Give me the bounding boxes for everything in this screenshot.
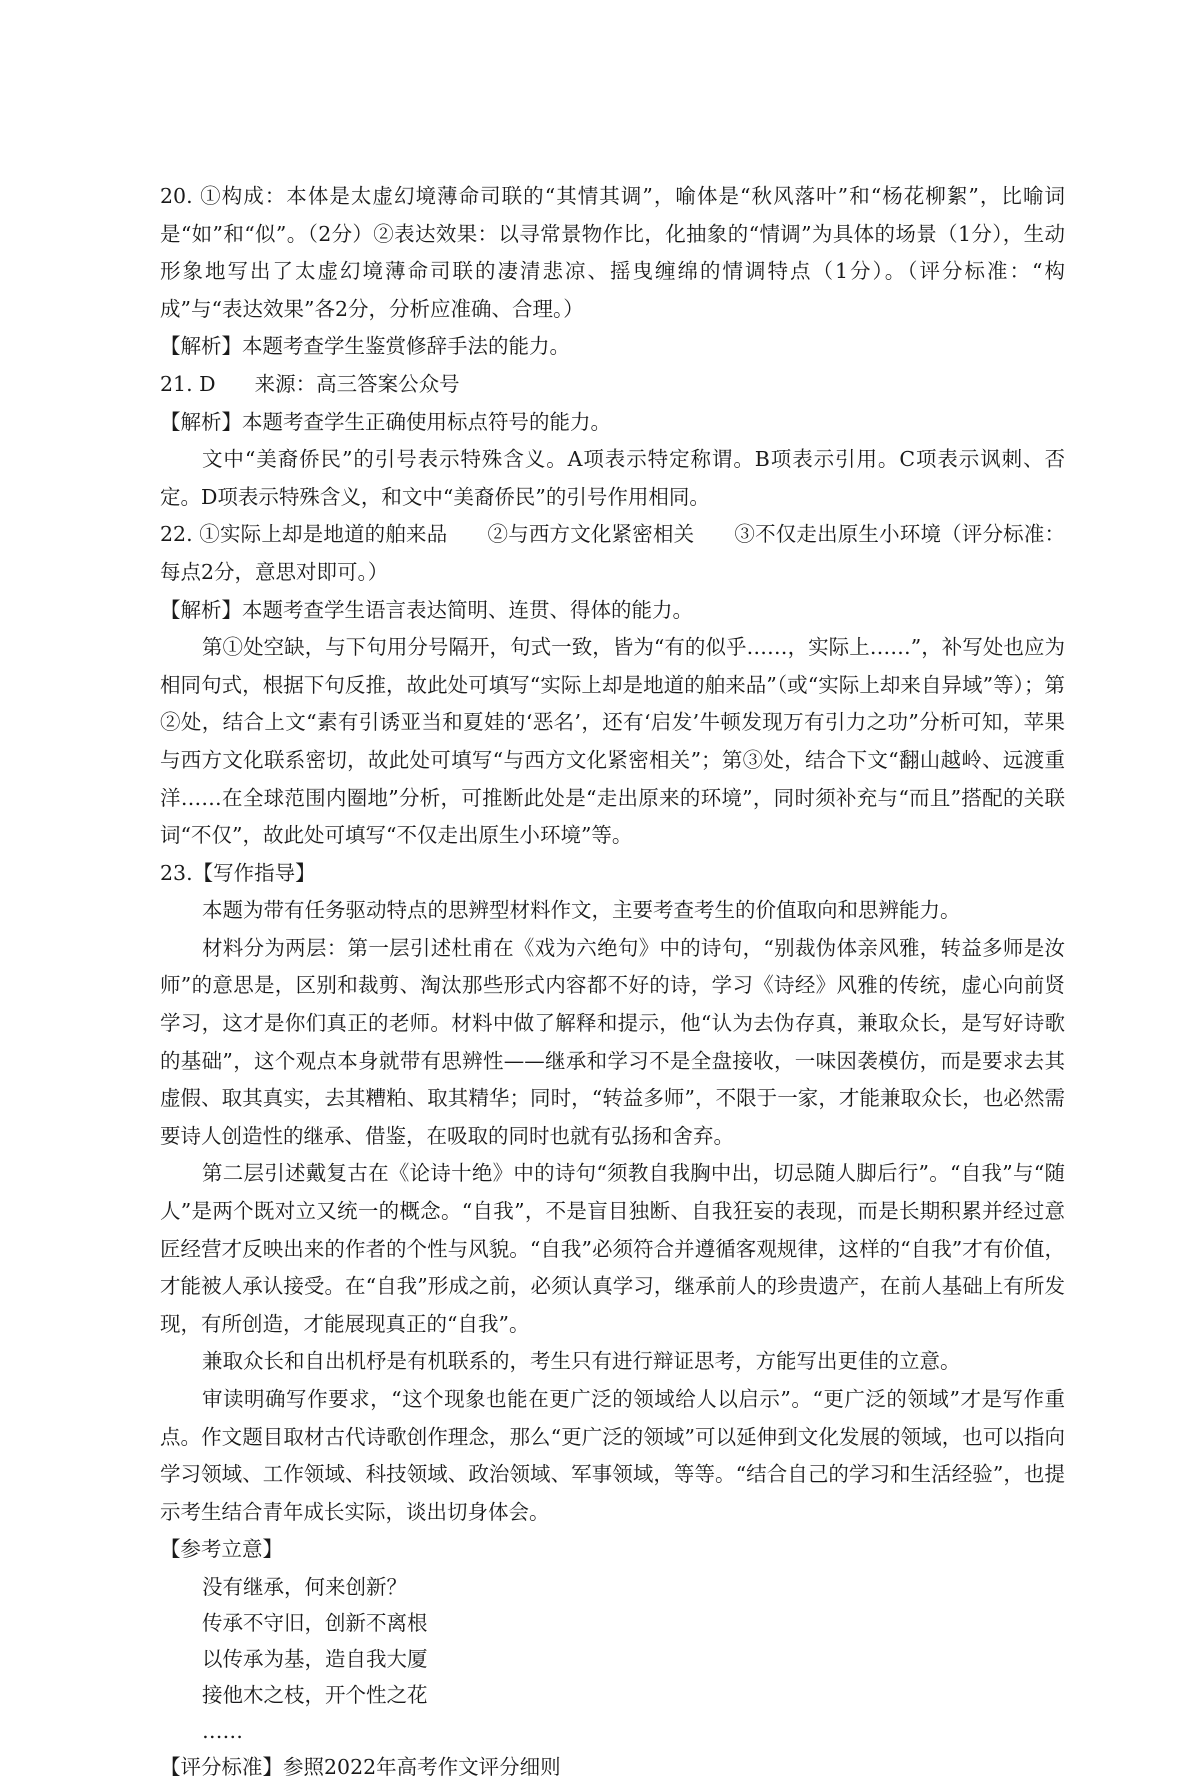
q23-heading: 23.【写作指导】: [160, 860, 316, 885]
reference-idea-ellipsis: ……: [202, 1718, 243, 1743]
reference-idea: 接他木之枝，开个性之花: [202, 1682, 428, 1707]
q21-explanation: 文中“美裔侨民”的引号表示特殊含义。A项表示特定称谓。B项表示引用。C项表示讽刺、否定。D项表示特殊含义，和文中“美裔侨民”的引号作用相同。: [160, 447, 1065, 509]
scoring-standard: 【评分标准】参照2022年高考作文评分细则: [160, 1754, 561, 1779]
q22-explanation: 第①处空缺，与下句用分号隔开，句式一致，皆为“有的似乎……，实际上……”，补写处也应为相同句式，根据下句反推，故此处可填写“实际上却是地道的舶来品”（或“实际上却来自异域”等）；第②处，结合上文“素有引诱亚当和夏娃的‘恶名’，还有‘启发’牛顿发现万有引力之功”分析可知，苹果与西方文化联系密切，故此处可填写“与西方文化紧密相关”；第③处，结合下文“翻山越岭、远渡重洋……在全球范围内圈地”分析，可推断此处是“走出原来的环境”，同时须补充与“而且”搭配的关联词“不仅”，故此处可填写“不仅走出原生小环境”等。: [160, 635, 1065, 848]
q22-analysis: 【解析】本题考查学生语言表达简明、连贯、得体的能力。: [160, 597, 693, 622]
q21-answer: 21. D 来源：高三答案公众号: [160, 371, 460, 396]
q23-layer-one: 材料分为两层：第一层引述杜甫在《戏为六绝句》中的诗句，“别裁伪体亲风雅，转益多师是汝师”的意思是，区别和裁剪、淘汰那些形式内容都不好的诗，学习《诗经》风雅的传统，虚心向前贤学习，这才是你们真正的老师。材料中做了解释和提示，他“认为去伪存真，兼取众长，是写好诗歌的基础”，这个观点本身就带有思辨性——继承和学习不是全盘接收，一味因袭模仿，而是要求去其虚假、取其真实，去其糟粕、取其精华；同时，“转益多师”，不限于一家，才能兼取众长，也必然需要诗人创造性的继承、借鉴，在吸取的同时也就有弘扬和舍弃。: [160, 935, 1065, 1148]
reference-idea: 以传承为基，造自我大厦: [202, 1646, 428, 1671]
q20-analysis: 【解析】本题考查学生鉴赏修辞手法的能力。: [160, 334, 570, 359]
answer-document: [160, 178, 1065, 1787]
q22-answer: 22. ①实际上却是地道的舶来品 ②与西方文化紧密相关 ③不仅走出原生小环境（评分标准：每点2分，意思对即可。）: [160, 522, 1065, 584]
q23-intro: 本题为带有任务驱动特点的思辨型材料作文，主要考查考生的价值取向和思辨能力。: [202, 898, 961, 923]
reference-ideas-heading: 【参考立意】: [160, 1537, 283, 1562]
q23-layer-two: 第二层引述戴复古在《论诗十绝》中的诗句“须教自我胸中出，切忌随人脚后行”。“自我”与“随人”是两个既对立又统一的概念。“自我”，不是盲目独断、自我狂妄的表现，而是长期积累并经过意匠经营才反映出来的作者的个性与风貌。“自我”必须符合并遵循客观规律，这样的“自我”才有价值，才能被人承认接受。在“自我”形成之前，必须认真学习，继承前人的珍贵遗产，在前人基础上有所发现，有所创造，才能展现真正的“自我”。: [160, 1161, 1065, 1336]
q21-analysis: 【解析】本题考查学生正确使用标点符号的能力。: [160, 409, 611, 434]
reference-ideas-list: [160, 1569, 1065, 1749]
reference-idea: 传承不守旧，创新不离根: [202, 1610, 428, 1635]
reference-idea: 没有继承，何来创新？: [202, 1574, 407, 1599]
q20-answer: 20. ①构成：本体是太虚幻境薄命司联的“其情其调”，喻体是“秋风落叶”和“杨花柳絮”，比喻词是“如”和“似”。（2分）②表达效果：以寻常景物作比，化抽象的“情调”为具体的场景（1分），生动形象地写出了太虚幻境薄命司联的凄清悲凉、摇曳缠绵的情调特点（1分）。（评分标准：“构成”与“表达效果”各2分，分析应准确、合理。）: [160, 184, 1065, 321]
q23-dialectic: 兼取众长和自出机杼是有机联系的，考生只有进行辩证思考，方能写出更佳的立意。: [202, 1349, 961, 1374]
q23-requirement: 审读明确写作要求，“这个现象也能在更广泛的领域给人以启示”。“更广泛的领域”才是写作重点。作文题目取材古代诗歌创作理念，那么“更广泛的领域”可以延伸到文化发展的领域，也可以指向学习领域、工作领域、科技领域、政治领域、军事领域，等等。“结合自己的学习和生活经验”，也提示考生结合青年成长实际，谈出切身体会。: [160, 1387, 1065, 1524]
